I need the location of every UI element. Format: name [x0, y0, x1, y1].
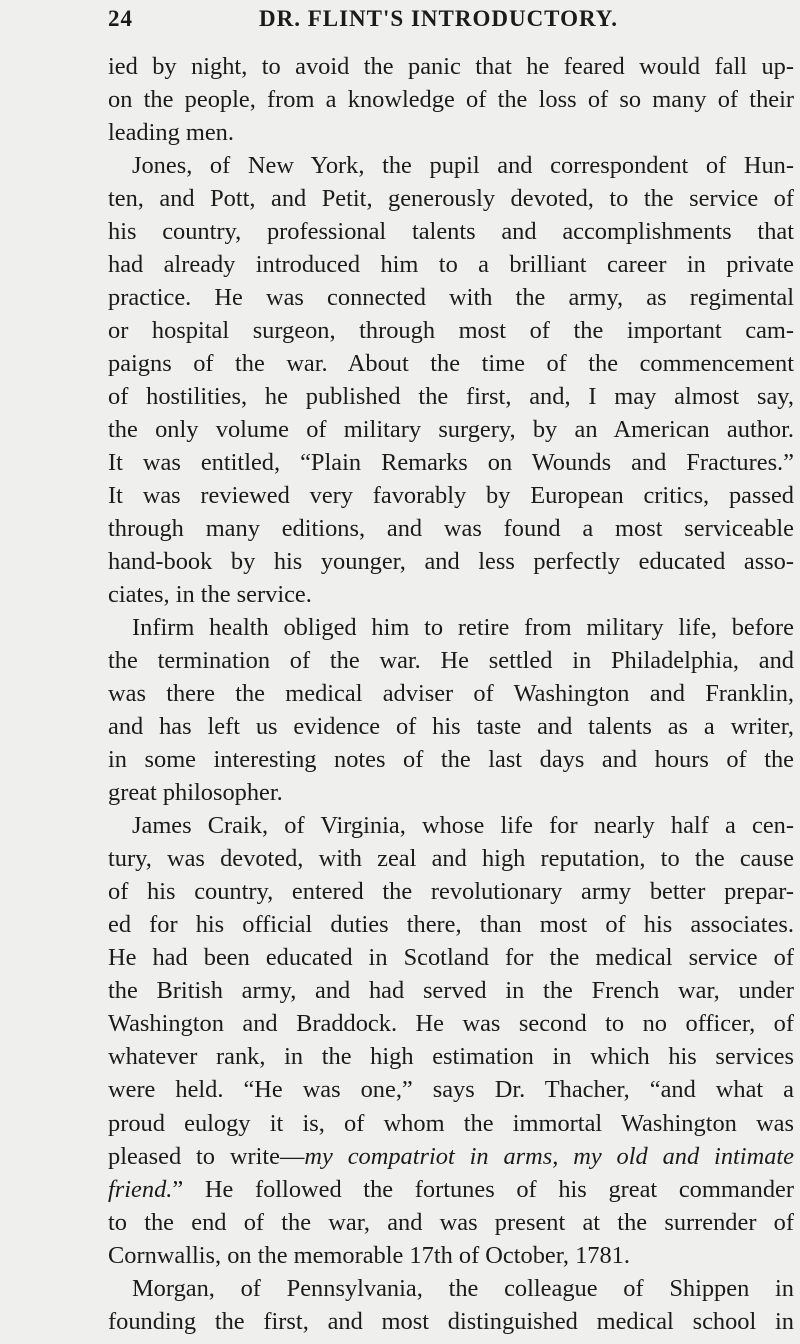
text-line: had already introduced him to a brilliant career in private — [108, 251, 794, 279]
text-line: whatever rank, in the high estimation in which his services — [108, 1043, 794, 1071]
text-line: Jones, of New York, the pupil and correspondent of Hun- — [132, 152, 794, 180]
text-line: proud eulogy it is, of whom the immortal Washington was — [108, 1109, 794, 1137]
text-line: through many editions, and was found a most serviceable — [108, 515, 794, 543]
text-line: on the people, from a knowledge of the loss of so many of their — [108, 86, 794, 114]
text-run: pleased to write— — [108, 1142, 305, 1170]
text-line: Cornwallis, on the memorable 17th of October, 1781. — [108, 1241, 630, 1269]
text-line: the termination of the war. He settled in Philadelphia, and — [108, 647, 794, 675]
text-line: of hostilities, he published the first, and, I may almost say, — [108, 383, 794, 411]
text-line: were held. “He was one,” says Dr. Thacher, “and what a — [108, 1076, 794, 1104]
text-line: paigns of the war. About the time of the commencement — [108, 350, 794, 378]
text-run: ” He followed the fortunes of his great commander — [172, 1175, 794, 1203]
text-line: to the end of the war, and was present at the surrender of — [108, 1208, 794, 1236]
text-line: It was reviewed very favorably by European critics, passed — [108, 482, 794, 510]
text-line: great philosopher. — [108, 779, 283, 807]
text-line: leading men. — [108, 119, 234, 147]
text-line: Washington and Braddock. He was second to no officer, of — [108, 1010, 794, 1038]
text-line: of his country, entered the revolutionary army better prepar- — [108, 878, 794, 906]
page-number: 24 — [108, 6, 133, 31]
text-line: ied by night, to avoid the panic that he feared would fall up- — [108, 53, 794, 80]
text-line: ed for his official duties there, than most of his associates. — [108, 911, 794, 939]
italic-quote: my compatriot in arms, my old and intimate — [304, 1142, 794, 1170]
text-line: the only volume of military surgery, by an American author. — [108, 416, 794, 444]
text-line: Morgan, of Pennsylvania, the colleague of Shippen in — [132, 1274, 794, 1302]
text-line: James Craik, of Virginia, whose life for nearly half a cen- — [132, 812, 794, 840]
text-line: was there the medical adviser of Washington and Franklin, — [108, 680, 794, 708]
text-line: ciates, in the service. — [108, 581, 312, 609]
text-line — [108, 1173, 794, 1206]
text-line: tury, was devoted, with zeal and high reputation, to the cause — [108, 845, 794, 873]
italic-quote: friend. — [108, 1175, 173, 1203]
text-line: Infirm health obliged him to retire from military life, before — [132, 614, 794, 642]
running-title: DR. FLINT'S INTRODUCTORY. — [259, 6, 619, 31]
running-head — [108, 6, 798, 46]
body-text — [108, 50, 794, 1338]
text-line: or hospital surgeon, through most of the important cam- — [108, 317, 794, 345]
text-line: practice. He was connected with the army, as regimental — [108, 284, 794, 312]
text-line: ten, and Pott, and Petit, generously devoted, to the service of — [108, 185, 794, 213]
text-line: hand-book by his younger, and less perfectly educated asso- — [108, 548, 794, 576]
text-line: and has left us evidence of his taste and talents as a writer, — [108, 713, 794, 741]
text-line — [108, 1140, 794, 1173]
text-line: He had been educated in Scotland for the medical service of — [108, 944, 794, 972]
text-line: founding the first, and most distinguished medical school in — [108, 1307, 794, 1335]
text-line: It was entitled, “Plain Remarks on Wounds and Fractures.” — [108, 449, 794, 477]
text-line: the British army, and had served in the French war, under — [108, 977, 794, 1005]
text-line: his country, professional talents and accomplishments that — [108, 218, 794, 246]
text-line: in some interesting notes of the last days and hours of the — [108, 746, 794, 774]
